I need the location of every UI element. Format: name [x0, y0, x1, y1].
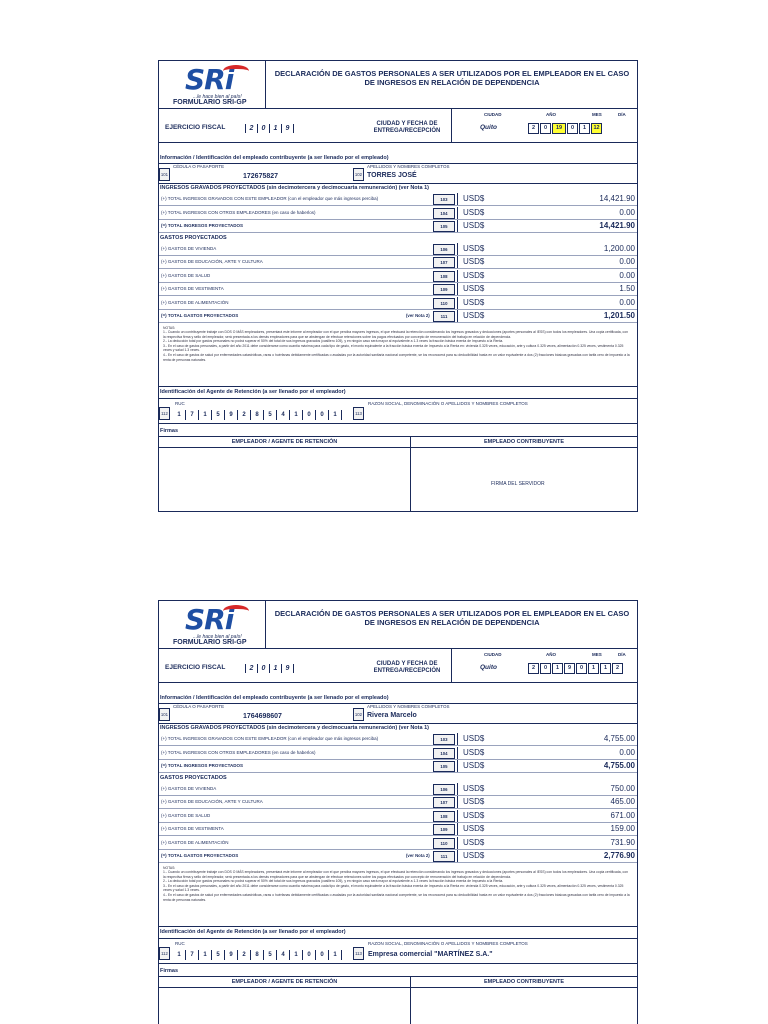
line-code: 108: [433, 811, 455, 822]
ruc-digit: 1: [173, 950, 186, 960]
nota-paragraph: 4.- En el caso de gastos de salud por enfermedades catastróficas, raras o huérfanas debidamente certificadas o avaladas por la autoridad sanitaria nacional competente, se los reconocerá para su deducibilidad hasta en un valor equivalente a dos (2) fracciones básicas gravadas con tarifa cero de impuesto a la renta de personas naturales.: [163, 353, 630, 362]
nombres-value: Rivera Marcelo: [367, 712, 417, 719]
amount-line: [159, 193, 637, 206]
amount-value[interactable]: 0.00: [619, 257, 635, 266]
ruc-digit: 0: [303, 950, 316, 960]
form-header: [159, 61, 637, 109]
ruc-digit: 4: [277, 410, 290, 420]
nota-paragraph: NOTAS:: [163, 325, 176, 330]
year-digit: 2: [246, 124, 258, 133]
line-code: 111: [433, 311, 455, 322]
empleado-id-row: [159, 703, 637, 724]
amount-line: [159, 760, 637, 773]
line-label: (=) TOTAL GASTOS PROYECTADOS: [161, 313, 239, 318]
nota-ref: (ver Nota 2): [406, 313, 430, 318]
line-code: 106: [433, 244, 455, 255]
currency-label: USD$: [463, 194, 485, 203]
line-label: (+) GASTOS DE EDUCACIÓN, ARTE Y CULTURA: [161, 799, 263, 804]
amount-value[interactable]: 4,755.00: [603, 734, 635, 743]
ejercicio-fiscal-digits: [245, 664, 294, 673]
ciudad-fecha-label: CIUDAD Y FECHA DE ENTREGA/RECEPCIÓN: [373, 121, 441, 134]
line-label: (=) TOTAL INGRESOS PROYECTADOS: [161, 763, 244, 768]
ruc-digit: 5: [212, 950, 225, 960]
year-digit: 0: [258, 124, 270, 133]
nota-paragraph: 1.- Cuando un contribuyente trabaje con DOS O MÁS empleadores, presentará este informe al empleador con el que perciba mayores ingresos, el que efectuará la retención considerando los ingresos gravados y deducciones (aportes personales al IESS) con todos los empleadores. Una copia certificada, con la respectiva firma y sello del empleador, será presentada a los demás empleadores para que se abstengan de efectuar retenciones sobre los pagos efectuados por concepto de remuneración del trabajo en relación de dependencia.: [163, 330, 628, 339]
fecha-cell: 9: [564, 663, 575, 674]
cedula-label: CÉDULA O PASAPORTE: [173, 704, 225, 709]
razon-label: RAZON SOCIAL, DENOMINACIÓN O APELLIDOS Y NOMBRES COMPLETOS: [368, 400, 528, 406]
logo-text: SRi: [185, 603, 234, 636]
line-code: 104: [433, 748, 455, 759]
amount-value[interactable]: 0.00: [619, 207, 635, 217]
firmas-box: [159, 976, 637, 1024]
amount-value[interactable]: 2,776.90: [603, 851, 635, 860]
firma-empleado-header: EMPLEADO CONTRIBUYENTE: [411, 437, 637, 448]
ruc-digit: 8: [251, 410, 264, 420]
amount-line: [159, 207, 637, 220]
line-code: 104: [433, 208, 455, 219]
line-code: 111: [433, 851, 455, 862]
anio-header: AÑO: [546, 652, 556, 657]
currency-label: USD$: [463, 221, 485, 230]
code-102: 102: [353, 168, 364, 181]
fiscal-row: [159, 109, 637, 143]
agente-row: [159, 398, 637, 424]
year-digit: 1: [270, 664, 282, 673]
currency-label: USD$: [463, 257, 485, 266]
fecha-cell: 19: [552, 123, 566, 134]
logo-slogan: ...le hace bien al país!: [193, 634, 242, 640]
line-label: (+) GASTOS DE SALUD: [161, 272, 211, 278]
currency-label: USD$: [463, 734, 485, 743]
line-label: (+) GASTOS DE ALIMENTACIÓN: [161, 839, 229, 845]
amount-value[interactable]: 14,421.90: [599, 194, 635, 203]
year-digit: 9: [282, 124, 294, 133]
code-113: 113: [353, 407, 364, 420]
section-empleado-title: Información / Identificación del empleado contribuyente (a ser llenado por el empleado): [160, 695, 389, 701]
line-label: (+) TOTAL INGRESOS CON OTROS EMPLEADORES (en caso de haberlos): [161, 749, 316, 755]
line-code: 106: [433, 784, 455, 795]
currency-label: USD$: [463, 810, 485, 820]
header-divider: [265, 61, 266, 109]
amount-line: [159, 243, 637, 256]
line-label: (+) TOTAL INGRESOS CON OTROS EMPLEADORES (en caso de haberlos): [161, 209, 316, 215]
ruc-digit: 1: [199, 950, 212, 960]
ruc-digit: 7: [186, 410, 199, 420]
firma-empleador-col[interactable]: [159, 977, 411, 1024]
fecha-cell: 1: [579, 123, 590, 134]
fecha-cell: 2: [528, 123, 539, 134]
code-113: 113: [353, 947, 364, 960]
ciudad-header: CIUDAD: [484, 112, 502, 117]
line-code: 110: [433, 298, 455, 309]
line-code: 107: [433, 797, 455, 808]
year-digit: 2: [246, 664, 258, 673]
nombres-label: APELLIDOS Y NOMBRES COMPLETOS: [367, 164, 450, 169]
ejercicio-fiscal-label: EJERCICIO FISCAL: [165, 664, 226, 671]
ruc-digit: 9: [225, 950, 238, 960]
firma-empleado-col[interactable]: [411, 437, 637, 512]
agente-row: [159, 938, 637, 964]
agente-section: [159, 386, 637, 424]
fecha-cell: 12: [591, 123, 602, 134]
nota-paragraph: 4.- En el caso de gastos de salud por enfermedades catastróficas, raras o huérfanas debidamente certificadas o avaladas por la autoridad sanitaria nacional competente, se los reconocerá para su deducibilidad hasta en un valor equivalente a dos (2) fracciones básicas gravadas con tarifa cero de impuesto a la renta de personas naturales.: [163, 893, 630, 902]
amount-value[interactable]: 1.50: [619, 284, 635, 293]
currency-label: USD$: [463, 783, 485, 793]
amount-value[interactable]: 1,200.00: [603, 243, 635, 253]
dia-header: DÍA: [618, 112, 626, 117]
ruc-digit: 5: [264, 950, 277, 960]
header-divider: [265, 601, 266, 649]
amount-line: [159, 220, 637, 233]
nota-ref: (ver Nota 2): [406, 853, 430, 858]
sri-logo: [179, 603, 255, 639]
amount-line: [159, 823, 637, 836]
fecha-cells: [528, 663, 624, 674]
line-label: (=) TOTAL GASTOS PROYECTADOS: [161, 853, 239, 858]
currency-label: USD$: [463, 297, 485, 307]
cedula-value: 1764698607: [243, 713, 282, 720]
ejercicio-fiscal-label: EJERCICIO FISCAL: [165, 124, 226, 131]
line-code: 105: [433, 761, 455, 772]
amount-line: [159, 283, 637, 296]
ruc-digit: 0: [303, 410, 316, 420]
ruc-digit: 1: [329, 950, 342, 960]
sri-gp-form-1: [158, 60, 638, 512]
currency-label: USD$: [463, 797, 485, 806]
ciudad-value: Quito: [480, 664, 497, 671]
currency-label: USD$: [463, 761, 485, 770]
ruc-digit: 1: [329, 410, 342, 420]
firma-empleado-col[interactable]: [411, 977, 637, 1024]
currency-label: USD$: [463, 284, 485, 293]
cedula-value: 172675827: [243, 173, 279, 180]
ruc-digit: 1: [173, 410, 186, 420]
amount-line: [159, 310, 637, 323]
nota-paragraph: NOTAS:: [163, 865, 176, 870]
sri-gp-form-2: [158, 600, 638, 1024]
currency-label: USD$: [463, 270, 485, 280]
fecha-cell: 1: [600, 663, 611, 674]
ruc-digit: 8: [251, 950, 264, 960]
fecha-cell: 1: [588, 663, 599, 674]
amount-line: [159, 297, 637, 310]
ruc-label: RUC: [175, 940, 185, 946]
amount-value[interactable]: 0.00: [619, 297, 635, 307]
firma-empleador-header: EMPLEADOR / AGENTE DE RETENCIÓN: [159, 437, 410, 448]
section-gastos-title: GASTOS PROYECTADOS: [160, 234, 227, 241]
empleado-id-row: [159, 163, 637, 184]
mes-header: MES: [592, 652, 602, 657]
notas-block: [163, 326, 631, 363]
ruc-digit: 5: [264, 410, 277, 420]
form-title: DECLARACIÓN DE GASTOS PERSONALES A SER UTILIZADOS POR EL EMPLEADOR EN EL CASO DE INGRESOS EN RELACIÓN DE DEPENDENCIA: [274, 609, 630, 627]
line-code: 105: [433, 221, 455, 232]
currency-label: USD$: [463, 747, 485, 757]
nombres-label: APELLIDOS Y NOMBRES COMPLETOS: [367, 704, 450, 709]
logo-arc-icon: [223, 605, 249, 617]
firma-empleador-col[interactable]: [159, 437, 411, 512]
code-101: 101: [159, 168, 170, 181]
amount-value[interactable]: 465.00: [610, 797, 635, 806]
ejercicio-fiscal-digits: [245, 124, 294, 133]
line-code: 109: [433, 824, 455, 835]
agente-section: [159, 926, 637, 964]
amount-value[interactable]: 731.90: [610, 837, 635, 847]
firmas-title: Firmas: [160, 967, 179, 974]
nota-paragraph: 2.- La deducción total por gastos personales no podrá superar el 50% del total de sus ingresos gravados (casillero 105), y en ningún caso será mayor al equivalente a 1.3 veces la fracción básica exenta de Impuesto a la Renta.: [163, 879, 504, 884]
amount-value[interactable]: 159.00: [610, 824, 635, 833]
code-101: 101: [159, 708, 170, 721]
line-code: 110: [433, 838, 455, 849]
mes-header: MES: [592, 112, 602, 117]
amount-line: [159, 796, 637, 809]
currency-label: USD$: [463, 207, 485, 217]
amount-value[interactable]: 4,755.00: [603, 761, 635, 770]
nota-paragraph: 3.- En el caso de gastos personales, a partir del año 2011 debe considerarse como cuantía máxima para cada tipo de gasto, el monto equivalente a la fracción básica exenta de Impuesto a la Renta en: vivienda 0.325 veces, educación, arte y cultura 0.325 veces, alimentación 0.325 veces, vestimenta 0.325 veces y salud 1.3 veces.: [163, 883, 624, 893]
currency-label: USD$: [463, 824, 485, 833]
logo-arc-icon: [223, 65, 249, 77]
ciudad-fecha-box: [451, 109, 637, 142]
line-label: (+) TOTAL INGRESOS GRAVADOS CON ESTE EMPLEADOR (con el empleador que más ingresos perciba): [161, 196, 379, 201]
nota-paragraph: 1.- Cuando un contribuyente trabaje con DOS O MÁS empleadores, presentará este informe al empleador con el que perciba mayores ingresos, el que efectuará la retención considerando los ingresos gravados y deducciones (aportes personales al IESS) con todos los empleadores. Una copia certificada, con la respectiva firma y sello del empleador, será presentada a los demás empleadores para que se abstengan de efectuar retenciones sobre los pagos efectuados por concepto de remuneración del trabajo en relación de dependencia.: [163, 870, 628, 879]
form-name: FORMULARIO SRI-GP: [173, 99, 247, 106]
fiscal-row: [159, 649, 637, 683]
ruc-digit: 2: [238, 410, 251, 420]
currency-label: USD$: [463, 851, 485, 860]
ruc-digit: 2: [238, 950, 251, 960]
ciudad-fecha-label: CIUDAD Y FECHA DE ENTREGA/RECEPCIÓN: [373, 661, 441, 674]
ruc-digits: [173, 410, 342, 420]
amount-line: [159, 783, 637, 796]
firma-servidor-label: FIRMA DEL SERVIDOR: [491, 480, 545, 487]
amount-value[interactable]: 0.00: [619, 270, 635, 280]
notas-block: [163, 866, 631, 903]
section-agente-title: Identificación del Agente de Retención (a ser llenado por el empleador): [160, 388, 346, 395]
code-102: 102: [353, 708, 364, 721]
ruc-digit: 7: [186, 950, 199, 960]
amount-line: [159, 270, 637, 283]
fecha-cell: 0: [540, 123, 551, 134]
razon-label: RAZON SOCIAL, DENOMINACIÓN O APELLIDOS Y NOMBRES COMPLETOS: [368, 940, 528, 946]
amount-value[interactable]: 14,421.90: [599, 221, 635, 230]
line-label: (+) GASTOS DE SALUD: [161, 812, 211, 818]
logo-text: SRi: [185, 63, 234, 96]
line-code: 103: [433, 194, 455, 205]
year-digit: 0: [258, 664, 270, 673]
ciudad-header: CIUDAD: [484, 652, 502, 657]
razon-value: Empresa comercial "MARTÍNEZ S.A.": [368, 950, 493, 958]
amount-line: [159, 256, 637, 269]
firma-empleado-header: EMPLEADO CONTRIBUYENTE: [411, 977, 637, 988]
year-digit: 1: [270, 124, 282, 133]
fecha-cell: 2: [528, 663, 539, 674]
currency-label: USD$: [463, 311, 485, 320]
section-agente-title: Identificación del Agente de Retención (a ser llenado por el empleador): [160, 928, 346, 935]
fecha-cells: [528, 123, 603, 134]
form-name: FORMULARIO SRI-GP: [173, 639, 247, 646]
amount-value[interactable]: 0.00: [619, 747, 635, 757]
section-empleado-title: Información / Identificación del empleado contribuyente (a ser llenado por el empleado): [160, 155, 389, 161]
cedula-label: CÉDULA O PASAPORTE: [173, 164, 225, 169]
ruc-digit: 1: [290, 410, 303, 420]
ruc-digit: 1: [290, 950, 303, 960]
fecha-cell: 0: [567, 123, 578, 134]
nota-paragraph: 3.- En el caso de gastos personales, a partir del año 2011 debe considerarse como cuantía máxima para cada tipo de gasto, el monto equivalente a la fracción básica exenta de Impuesto a la Renta en: vivienda 0.325 veces, educación, arte y cultura 0.325 veces, alimentación 0.325 veces, vestimenta 0.325 veces y salud 1.3 veces.: [163, 343, 624, 353]
amount-line: [159, 810, 637, 823]
ruc-digits: [173, 950, 342, 960]
ciudad-fecha-box: [451, 649, 637, 682]
form-title: DECLARACIÓN DE GASTOS PERSONALES A SER UTILIZADOS POR EL EMPLEADOR EN EL CASO DE INGRESOS EN RELACIÓN DE DEPENDENCIA: [274, 69, 630, 87]
ruc-label: RUC: [175, 400, 185, 406]
firmas-box: [159, 436, 637, 512]
amount-value[interactable]: 1,201.50: [603, 311, 635, 320]
line-label: (+) GASTOS DE VESTIMENTA: [161, 826, 224, 831]
amount-value[interactable]: 750.00: [610, 783, 635, 793]
ciudad-value: Quito: [480, 124, 497, 131]
amount-line: [159, 733, 637, 746]
anio-header: AÑO: [546, 112, 556, 117]
section-ingresos-title: INGRESOS GRAVADOS PROYECTADOS (sin decimotercera y decimocuarta remuneración) (ver Nota 1): [160, 185, 429, 191]
ruc-digit: 0: [316, 950, 329, 960]
firma-empleador-header: EMPLEADOR / AGENTE DE RETENCIÓN: [159, 977, 410, 988]
code-112: 112: [159, 407, 170, 420]
logo-slogan: ...le hace bien al país!: [193, 94, 242, 100]
form-header: [159, 601, 637, 649]
line-label: (+) GASTOS DE EDUCACIÓN, ARTE Y CULTURA: [161, 259, 263, 264]
nombres-value: TORRES JOSÉ: [367, 172, 417, 179]
firmas-title: Firmas: [160, 427, 179, 434]
currency-label: USD$: [463, 243, 485, 253]
ruc-digit: 4: [277, 950, 290, 960]
fecha-cell: 0: [540, 663, 551, 674]
section-gastos-title: GASTOS PROYECTADOS: [160, 774, 227, 781]
fecha-cell: 0: [576, 663, 587, 674]
sri-logo: [179, 63, 255, 99]
ruc-digit: 9: [225, 410, 238, 420]
line-code: 108: [433, 271, 455, 282]
line-code: 103: [433, 734, 455, 745]
line-code: 107: [433, 257, 455, 268]
ruc-digit: 5: [212, 410, 225, 420]
fecha-cell: 2: [612, 663, 623, 674]
amount-line: [159, 747, 637, 760]
line-label: (+) GASTOS DE VIVIENDA: [161, 245, 217, 251]
dia-header: DÍA: [618, 652, 626, 657]
line-label: (+) GASTOS DE VIVIENDA: [161, 785, 217, 791]
year-digit: 9: [282, 664, 294, 673]
line-code: 109: [433, 284, 455, 295]
line-label: (+) TOTAL INGRESOS GRAVADOS CON ESTE EMPLEADOR (con el empleador que más ingresos perciba): [161, 736, 379, 741]
line-label: (+) GASTOS DE VESTIMENTA: [161, 286, 224, 291]
currency-label: USD$: [463, 837, 485, 847]
amount-line: [159, 837, 637, 850]
amount-line: [159, 850, 637, 863]
fecha-cell: 1: [552, 663, 563, 674]
section-ingresos-title: INGRESOS GRAVADOS PROYECTADOS (sin decimotercera y decimocuarta remuneración) (ver Nota 1): [160, 725, 429, 731]
code-112: 112: [159, 947, 170, 960]
ruc-digit: 0: [316, 410, 329, 420]
line-label: (+) GASTOS DE ALIMENTACIÓN: [161, 299, 229, 305]
ruc-digit: 1: [199, 410, 212, 420]
nota-paragraph: 2.- La deducción total por gastos personales no podrá superar el 50% del total de sus ingresos gravados (casillero 105), y en ningún caso será mayor al equivalente a 1.3 veces la fracción básica exenta de Impuesto a la Renta.: [163, 339, 504, 344]
line-label: (=) TOTAL INGRESOS PROYECTADOS: [161, 223, 244, 228]
amount-value[interactable]: 671.00: [610, 810, 635, 820]
